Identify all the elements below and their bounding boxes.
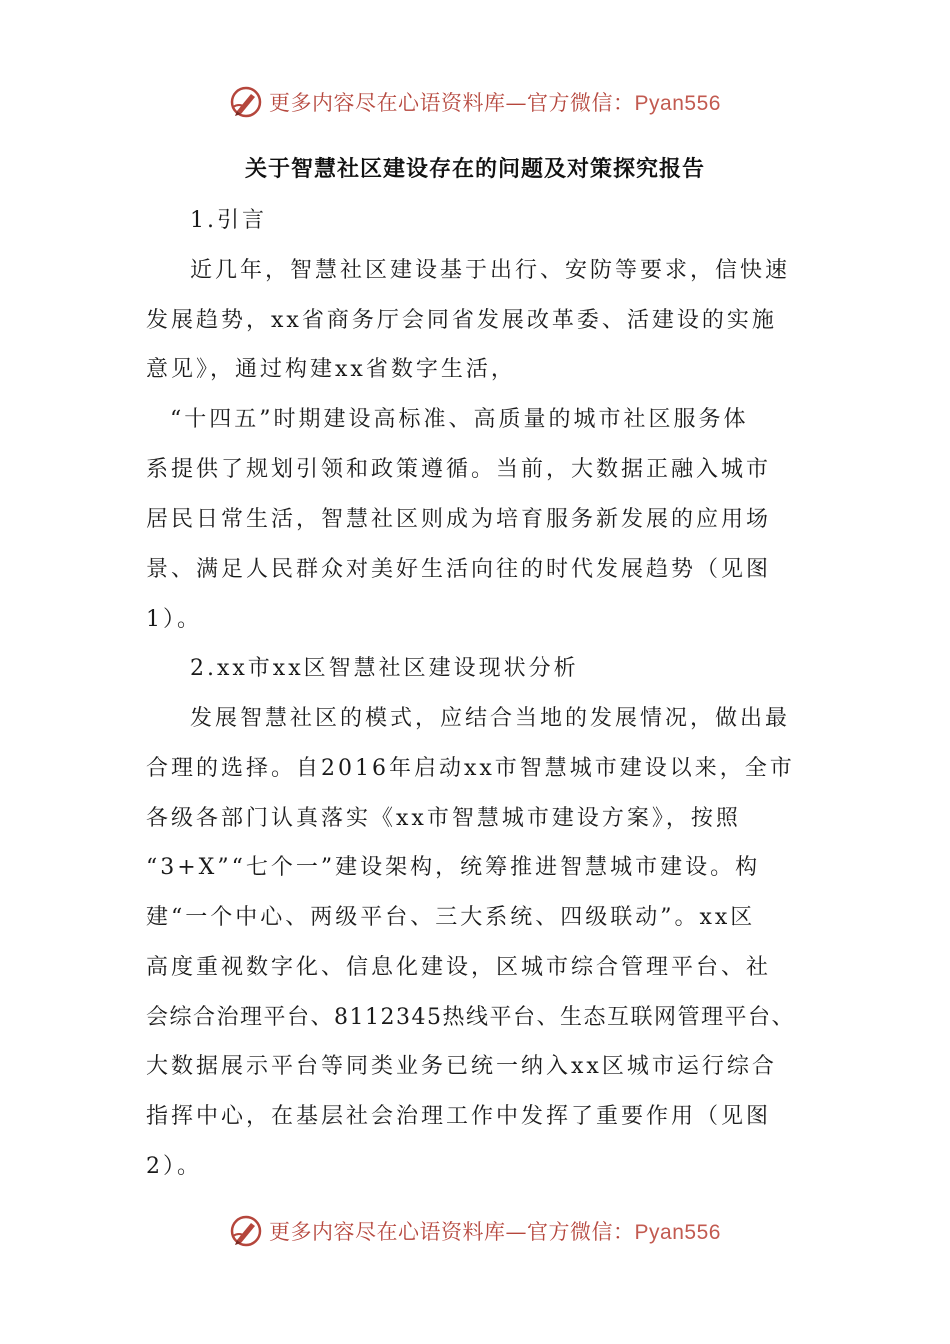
paragraph-line: 各级各部门认真落实《xx市智慧城市建设方案》，按照 bbox=[146, 806, 741, 831]
paragraph-line: 高度重视数字化、信息化建设，区城市综合管理平台、社 bbox=[146, 955, 772, 980]
pen-in-circle-icon bbox=[229, 85, 263, 119]
wechat-id: Pyan556 bbox=[634, 92, 721, 115]
header-watermark-banner bbox=[0, 82, 950, 122]
paragraph-line: 会综合治理平台、8112345热线平台、生态互联网管理平台、 bbox=[146, 1005, 795, 1030]
paragraph-line: 近几年，智慧社区建设基于出行、安防等要求，信快速 bbox=[190, 258, 791, 283]
paragraph-line: 发展智慧社区的模式，应结合当地的发展情况，做出最 bbox=[190, 706, 791, 731]
section-heading-1: 1.引言 bbox=[190, 208, 267, 233]
paragraph-line: 合理的选择。自2016年启动xx市智慧城市建设以来，全市 bbox=[146, 756, 795, 781]
paragraph-line: 1）。 bbox=[146, 607, 202, 632]
paragraph-line: “3+X”“七个一”建设架构，统筹推进智慧城市建设。构 bbox=[146, 855, 761, 880]
paragraph-line: 大数据展示平台等同类业务已统一纳入xx区城市运行综合 bbox=[146, 1054, 777, 1079]
watermark-text: 更多内容尽在心语资料库—官方微信：Pyan556 bbox=[269, 1220, 721, 1244]
paragraph-line: 景、满足人民群众对美好生活向往的时代发展趋势（见图 bbox=[146, 557, 772, 582]
wechat-id: Pyan556 bbox=[634, 1221, 721, 1244]
paragraph-line: 指挥中心，在基层社会治理工作中发挥了重要作用（见图 bbox=[146, 1104, 772, 1129]
watermark-text: 更多内容尽在心语资料库—官方微信：Pyan556 bbox=[269, 91, 721, 115]
paragraph-line: 意见》，通过构建xx省数字生活， bbox=[146, 357, 516, 382]
paragraph-line: 居民日常生活，智慧社区则成为培育服务新发展的应用场 bbox=[146, 507, 772, 532]
paragraph-line: “十四五”时期建设高标准、高质量的城市社区服务体 bbox=[170, 407, 749, 432]
paragraph-line: 建“一个中心、两级平台、三大系统、四级联动”。xx区 bbox=[146, 905, 756, 930]
pen-in-circle-icon bbox=[229, 1214, 263, 1248]
paragraph-line: 系提供了规划引领和政策遵循。当前，大数据正融入城市 bbox=[146, 457, 772, 482]
document-title: 关于智慧社区建设存在的问题及对策探究报告 bbox=[244, 157, 705, 182]
section-heading-2: 2.xx市xx区智慧社区建设现状分析 bbox=[190, 656, 579, 681]
paragraph-line: 发展趋势，xx省商务厅会同省发展改革委、活建设的实施 bbox=[146, 308, 777, 333]
footer-watermark-banner bbox=[0, 1211, 950, 1251]
paragraph-line: 2）。 bbox=[146, 1154, 202, 1179]
